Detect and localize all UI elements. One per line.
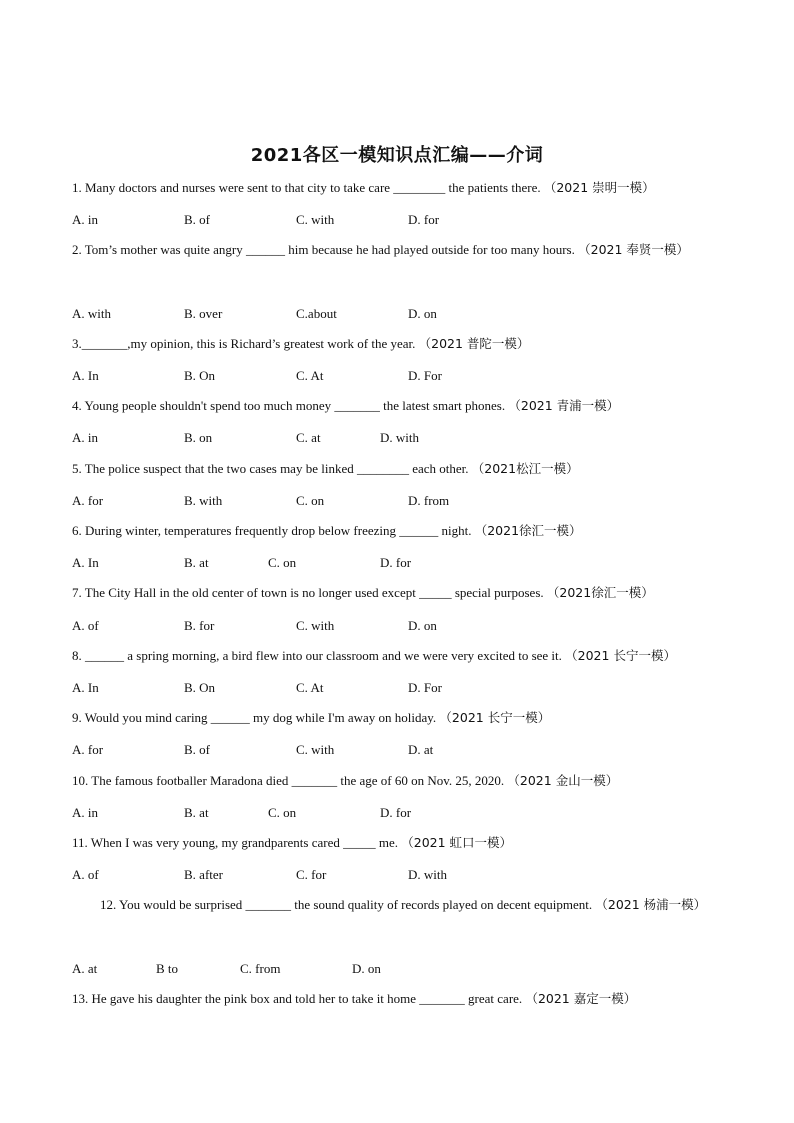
option-d: D. at: [408, 742, 434, 757]
options-4: [72, 430, 732, 450]
options-9: [72, 742, 732, 762]
question-stem: 10. The famous footballer Maradona died _______ the age of 60 on Nov. 25, 2020.: [72, 773, 505, 788]
option-b: B. after: [184, 867, 223, 882]
option-b: B. over: [184, 306, 223, 321]
question-source: （2021 奉贤一模）: [578, 242, 689, 257]
options-8: [72, 680, 732, 700]
option-b: B to: [156, 961, 179, 976]
options-1: [72, 212, 732, 232]
option-c: C. with: [296, 212, 335, 227]
option-c: C. on: [268, 555, 297, 570]
question-4: [72, 390, 732, 421]
option-d: D. for: [380, 805, 412, 820]
question-source: （2021 杨浦一模）: [595, 897, 707, 912]
option-a: A. In: [72, 368, 99, 383]
option-b: B. on: [184, 430, 213, 445]
option-c: C. with: [296, 618, 335, 633]
option-c: C. on: [268, 805, 297, 820]
question-source: （2021 青浦一模）: [508, 398, 620, 413]
option-c: C. At: [296, 680, 324, 695]
question-stem: 8. ______ a spring morning, a bird flew into our classroom and we were very excited to see it.: [72, 648, 562, 663]
option-a: A. in: [72, 212, 98, 227]
option-d: D. for: [408, 212, 440, 227]
option-d: D. For: [408, 680, 442, 695]
question-stem: 7. The City Hall in the old center of town is no longer used except _____ special purposes.: [72, 585, 544, 600]
option-b: B. at: [184, 555, 209, 570]
question-3: [72, 328, 732, 359]
option-d: D. for: [380, 555, 412, 570]
option-c: C. with: [296, 742, 335, 757]
question-10: [72, 765, 732, 796]
question-stem: 6. During winter, temperatures frequently drop below freezing ______ night.: [72, 523, 472, 538]
option-a: A. In: [72, 555, 99, 570]
option-a: A. for: [72, 742, 104, 757]
option-b: B. of: [184, 212, 210, 227]
options-3: [72, 368, 732, 388]
option-b: B. On: [184, 368, 216, 383]
option-b: B. of: [184, 742, 210, 757]
question-2: [72, 234, 726, 265]
options-2: [72, 306, 732, 326]
option-a: A. at: [72, 961, 98, 976]
options-5: [72, 493, 732, 513]
question-source: （2021 金山一模）: [507, 773, 619, 788]
page-title: 2021各区一模知识点汇编——介词: [250, 145, 544, 166]
question-stem: 2. Tom’s mother was quite angry ______ him because he had played outside for too many hours.: [72, 242, 575, 257]
option-a: A. of: [72, 867, 99, 882]
options-12: [72, 961, 732, 981]
question-stem: 12. You would be surprised _______ the sound quality of records played on decent equipment.: [100, 897, 593, 912]
option-d: D. on: [408, 618, 437, 633]
question-stem: 3._______,my opinion, this is Richard’s greatest work of the year.: [72, 336, 416, 351]
question-stem: 4. Young people shouldn't spend too much money _______ the latest smart phones.: [72, 398, 506, 413]
options-10: [72, 805, 732, 825]
option-a: A. In: [72, 680, 99, 695]
question-source: （2021徐汇一模）: [474, 523, 582, 538]
question-source: （2021 普陀一模）: [418, 336, 530, 351]
option-a: A. in: [72, 805, 98, 820]
option-d: D. on: [408, 306, 437, 321]
question-11: [72, 827, 732, 858]
option-a: A. with: [72, 306, 111, 321]
question-source: （2021 嘉定一模）: [525, 991, 637, 1006]
option-d: D. with: [408, 867, 447, 882]
options-6: [72, 555, 732, 575]
question-7: [72, 577, 732, 608]
option-d: D. from: [408, 493, 450, 508]
question-source: （2021松江一模）: [471, 461, 579, 476]
option-d: D. with: [380, 430, 419, 445]
option-d: D. For: [408, 368, 442, 383]
question-stem: 1. Many doctors and nurses were sent to that city to take care ________ the patients there.: [72, 180, 541, 195]
question-stem: 9. Would you mind caring ______ my dog while I'm away on holiday.: [72, 710, 437, 725]
option-a: A. of: [72, 618, 99, 633]
options-7: [72, 618, 732, 638]
option-a: A. in: [72, 430, 98, 445]
option-c: C. from: [240, 961, 281, 976]
question-5: [72, 453, 732, 484]
question-1: [72, 172, 732, 203]
question-source: （2021 虹口一模）: [401, 835, 513, 850]
question-12: [72, 889, 726, 920]
option-c: C. At: [296, 368, 324, 383]
option-c: C. at: [296, 430, 321, 445]
option-b: B. On: [184, 680, 216, 695]
question-stem: 5. The police suspect that the two cases may be linked ________ each other.: [72, 461, 469, 476]
question-source: （2021 长宁一模）: [439, 710, 551, 725]
option-c: C. on: [296, 493, 325, 508]
question-6: [72, 515, 732, 546]
option-c: C. for: [296, 867, 327, 882]
option-b: B. for: [184, 618, 215, 633]
question-stem: 13. He gave his daughter the pink box and told her to take it home _______ great care.: [72, 991, 523, 1006]
question-source: （2021 崇明一模）: [543, 180, 655, 195]
option-a: A. for: [72, 493, 104, 508]
question-8: [72, 640, 732, 671]
option-c: C.about: [296, 306, 337, 321]
question-13: [72, 983, 732, 1014]
question-source: （2021徐汇一模）: [546, 585, 654, 600]
option-b: B. at: [184, 805, 209, 820]
option-d: D. on: [352, 961, 381, 976]
options-11: [72, 867, 732, 887]
question-9: [72, 702, 732, 733]
question-stem: 11. When I was very young, my grandparents cared _____ me.: [72, 835, 398, 850]
option-b: B. with: [184, 493, 223, 508]
question-source: （2021 长宁一模）: [565, 648, 676, 663]
